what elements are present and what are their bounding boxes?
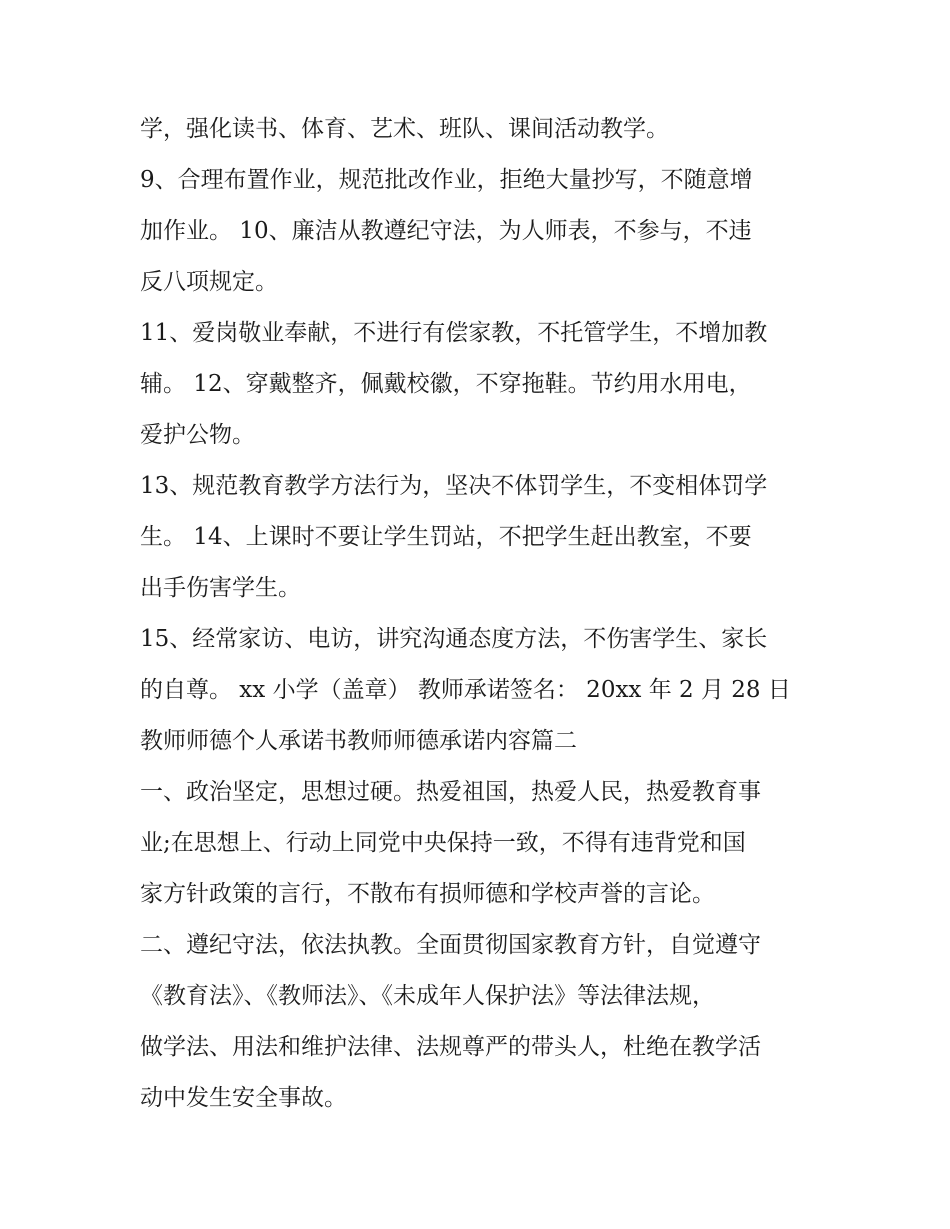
text-line: 家方针政策的言行，不散布有损师德和学校声誉的言论。: [140, 881, 715, 907]
text-line: 15、经常家访、电访，讲究沟通态度方法，不伤害学生、家长: [140, 626, 768, 652]
signature-line: 的自尊。 xx 小学（盖章） 教师承诺签名： 20xx 年 2 月 28 日: [140, 677, 791, 703]
text-line: 动中发生安全事故。: [140, 1085, 347, 1111]
text-line: 二、遵纪守法，依法执教。全面贯彻国家教育方针，自觉遵守: [140, 932, 761, 958]
text-line: 9、合理布置作业，规范批改作业，拒绝大量抄写，不随意增: [140, 167, 753, 193]
text-line: 11、爱岗敬业奉献，不进行有偿家教，不托管学生，不增加教: [140, 320, 768, 346]
text-line: 业;在思想上、行动上同党中央保持一致，不得有违背党和国: [140, 830, 746, 856]
text-line: 《教育法》、《教师法》、《未成年人保护法》等法律法规，: [140, 983, 715, 1009]
text-line: 辅。 12、穿戴整齐，佩戴校徽，不穿拖鞋。节约用水用电，: [140, 371, 752, 397]
section-heading: 教师师德个人承诺书教师师德承诺内容篇二: [140, 728, 577, 754]
text-line: 加作业。 10、廉洁从教遵纪守法，为人师表，不参与，不违: [140, 218, 752, 244]
text-line: 爱护公物。: [140, 422, 255, 448]
text-line: 做学法、用法和维护法律、法规尊严的带头人，杜绝在教学活: [140, 1034, 761, 1060]
text-line: 反八项规定。: [140, 269, 278, 295]
document-body: [140, 104, 830, 1124]
text-line: 一、政治坚定，思想过硬。热爱祖国，热爱人民，热爱教育事: [140, 779, 761, 805]
text-line: 13、规范教育教学方法行为，坚决不体罚学生，不变相体罚学: [140, 473, 768, 499]
text-line: 生。 14、上课时不要让学生罚站，不把学生赶出教室，不要: [140, 524, 752, 550]
text-line: 出手伤害学生。: [140, 575, 301, 601]
text-line: 学，强化读书、体育、艺术、班队、课间活动教学。: [140, 116, 669, 142]
